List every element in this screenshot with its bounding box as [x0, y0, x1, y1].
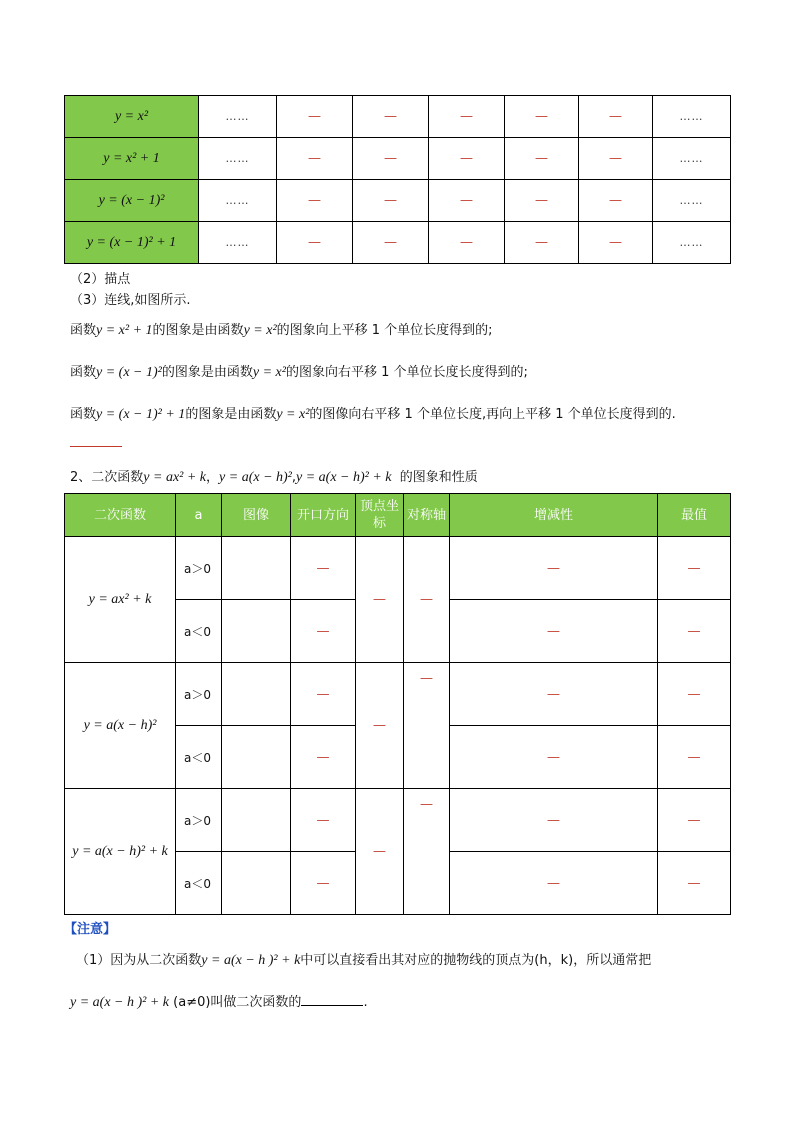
header-extreme: 最值 [658, 494, 731, 537]
graph-cell[interactable] [222, 726, 291, 789]
blank-cell[interactable]: — [353, 138, 429, 180]
opening-blank[interactable]: — [291, 789, 356, 852]
statement-1: 函数y = x² + 1的图象是由函数y = x²的图象向上平移 1 个单位长度得到的; [70, 323, 493, 338]
opening-blank[interactable]: — [291, 537, 356, 600]
opening-blank[interactable]: — [291, 852, 356, 915]
axis-blank[interactable]: — [404, 789, 450, 915]
extreme-blank[interactable]: — [658, 852, 731, 915]
ellipsis-cell: …… [199, 138, 277, 180]
header-axis: 对称轴 [404, 494, 450, 537]
blank-cell[interactable]: — [353, 96, 429, 138]
value-table-row [65, 96, 731, 138]
value-table-row [65, 138, 731, 180]
blank-cell[interactable]: — [277, 222, 353, 264]
graph-cell[interactable] [222, 600, 291, 663]
step-2: （2）描点 [70, 272, 131, 287]
graph-cell[interactable] [222, 789, 291, 852]
properties-header-row [65, 494, 731, 537]
extreme-blank[interactable]: — [658, 726, 731, 789]
blank-cell[interactable]: — [277, 180, 353, 222]
ellipsis-cell: …… [199, 96, 277, 138]
blank-cell[interactable]: — [277, 138, 353, 180]
header-func: 二次函数 [65, 494, 176, 537]
group-function: y = a(x − h)² [65, 663, 176, 789]
blank-cell[interactable]: — [277, 96, 353, 138]
function-label: y = x² + 1 [65, 138, 199, 180]
vertex-blank[interactable]: — [356, 789, 404, 915]
header-a: a [176, 494, 222, 537]
monotonic-blank[interactable]: — [450, 537, 658, 600]
a-positive-label: a＞0 [176, 537, 222, 600]
header-vertex: 顶点坐标 [356, 494, 404, 537]
properties-row [65, 789, 731, 852]
graph-cell[interactable] [222, 663, 291, 726]
monotonic-blank[interactable]: — [450, 663, 658, 726]
extreme-blank[interactable]: — [658, 789, 731, 852]
opening-blank[interactable]: — [291, 726, 356, 789]
step-3: （3）连线,如图所示. [70, 293, 191, 308]
blank-cell[interactable]: — [429, 96, 505, 138]
value-table [64, 95, 731, 264]
monotonic-blank[interactable]: — [450, 726, 658, 789]
statement-3: 函数y = (x − 1)² + 1的图象是由函数y = x²的图像向右平移 1 个单位长度,再向上平移 1 个单位长度得到的. [70, 407, 676, 422]
note-title: 【注意】 [64, 922, 117, 937]
value-table-row [65, 222, 731, 264]
properties-table [64, 493, 731, 915]
extreme-blank[interactable]: — [658, 663, 731, 726]
blank-cell[interactable]: — [579, 96, 653, 138]
extreme-blank[interactable]: — [658, 537, 731, 600]
extreme-blank[interactable]: — [658, 600, 731, 663]
a-positive-label: a＞0 [176, 789, 222, 852]
properties-row [65, 663, 731, 726]
opening-blank[interactable]: — [291, 663, 356, 726]
ellipsis-cell: …… [653, 138, 731, 180]
blank-cell[interactable]: — [429, 180, 505, 222]
a-negative-label: a＜0 [176, 600, 222, 663]
blank-cell[interactable]: — [505, 138, 579, 180]
note-paragraph-1: （1）因为从二次函数y = a(x − h )² + k中可以直接看出其对应的抛物线的顶点为(h，k)，所以通常把 [76, 953, 652, 968]
group-function: y = ax² + k [65, 537, 176, 663]
axis-blank[interactable]: — [404, 663, 450, 789]
ellipsis-cell: …… [199, 222, 277, 264]
blank-cell[interactable]: — [505, 180, 579, 222]
vertex-blank[interactable]: — [356, 537, 404, 663]
blank-cell[interactable]: — [429, 138, 505, 180]
a-negative-label: a＜0 [176, 852, 222, 915]
graph-cell[interactable] [222, 852, 291, 915]
fill-blank[interactable] [301, 993, 363, 1006]
answer-underline [70, 446, 122, 447]
opening-blank[interactable]: — [291, 600, 356, 663]
a-positive-label: a＞0 [176, 663, 222, 726]
function-label: y = x² [65, 96, 199, 138]
ellipsis-cell: …… [653, 222, 731, 264]
ellipsis-cell: …… [653, 96, 731, 138]
blank-cell[interactable]: — [353, 222, 429, 264]
blank-cell[interactable]: — [579, 138, 653, 180]
header-graph: 图像 [222, 494, 291, 537]
group-function: y = a(x − h)² + k [65, 789, 176, 915]
blank-cell[interactable]: — [579, 222, 653, 264]
header-opening: 开口方向 [291, 494, 356, 537]
blank-cell[interactable]: — [429, 222, 505, 264]
blank-cell[interactable]: — [353, 180, 429, 222]
note-paragraph-2: y = a(x − h )² + k (a≠0)叫做二次函数的 . [70, 995, 368, 1010]
monotonic-blank[interactable]: — [450, 600, 658, 663]
vertex-blank[interactable]: — [356, 663, 404, 789]
ellipsis-cell: …… [653, 180, 731, 222]
monotonic-blank[interactable]: — [450, 852, 658, 915]
blank-cell[interactable]: — [505, 222, 579, 264]
graph-cell[interactable] [222, 537, 291, 600]
header-monotonic: 增减性 [450, 494, 658, 537]
axis-blank[interactable]: — [404, 537, 450, 663]
value-table-row [65, 180, 731, 222]
function-label: y = (x − 1)² + 1 [65, 222, 199, 264]
a-negative-label: a＜0 [176, 726, 222, 789]
monotonic-blank[interactable]: — [450, 789, 658, 852]
function-label: y = (x − 1)² [65, 180, 199, 222]
blank-cell[interactable]: — [579, 180, 653, 222]
blank-cell[interactable]: — [505, 96, 579, 138]
ellipsis-cell: …… [199, 180, 277, 222]
statement-2: 函数y = (x − 1)²的图象是由函数y = x²的图象向右平移 1 个单位长度长度得到的; [70, 365, 528, 380]
section-2-heading: 2、二次函数y = ax² + k，y = a(x − h)²,y = a(x − h)² + k 的图象和性质 [70, 470, 478, 485]
properties-row [65, 537, 731, 600]
